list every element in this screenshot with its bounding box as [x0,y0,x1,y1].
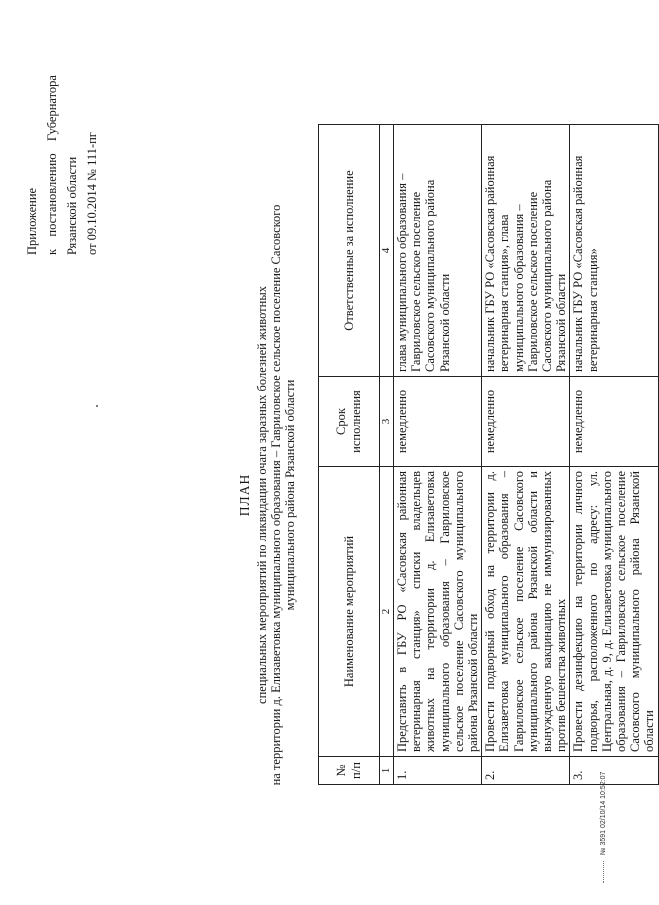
scan-speck [96,405,98,407]
subtitle-line: специальных мероприятий по ликвидации очага заразных болезней животных [255,286,269,704]
row-measure: Провести подворный обход на территории д. Елизаветовка муниципального образования – Гавриловское сельское поселение Сасовского муниципального района Рязанской области и вынужденную вакцинацию не иммунизированных против бешенства животных [482,467,570,757]
subtitle-line: муниципального района Рязанской области [283,379,297,611]
row-responsible: глава муниципального образования – Гавриловское сельское поселение Сасовского муниципального района Рязанской области [394,125,482,377]
row-term: немедленно [570,377,658,467]
table-header-row [319,125,380,785]
appendix-label: Приложение [25,187,39,255]
row-responsible: начальник ГБУ РО «Сасовская районная ветеринарная станция» [570,125,658,377]
appendix-date-number: от 09.10.2014 № 111-пг [85,132,99,255]
stamp-mark-icon [603,861,604,883]
document-title: ПЛАН [237,473,252,517]
registration-stamp: № 3591 02/10/14 10:52:07 [600,772,607,883]
appendix-resolution-line: к постановлению Губернатора [45,75,59,255]
column-number: 2 [380,467,394,757]
header-num: № п/п [319,757,380,785]
row-num: 2. [482,757,570,785]
column-number: 3 [380,377,394,467]
header-name: Наименование мероприятий [319,467,380,757]
plan-table [318,124,659,785]
appendix-region: Рязанской области [65,156,79,255]
document-subtitle [255,195,297,795]
row-term: немедленно [482,377,570,467]
column-number-row [380,125,394,785]
row-num: 3. [570,757,658,785]
header-responsible: Ответственные за исполнение [319,125,380,377]
column-number: 1 [380,757,394,785]
table-row [482,125,570,785]
column-number: 4 [380,125,394,377]
appendix-block [22,75,102,255]
row-measure: Провести дезинфекцию на территории личного подворья, расположенного по адресу: ул. Центральная, д. 9, д. Елизаветовка муниципального образования – Гавриловское сельское поселение Сасовского муниципального района Рязанской области [570,467,658,757]
row-num: 1. [394,757,482,785]
header-term: Срок исполнения [319,377,380,467]
row-term: немедленно [394,377,482,467]
table-row [570,125,658,785]
table-row [394,125,482,785]
row-responsible: начальник ГБУ РО «Сасовская районная ветеринарная станция», глава муниципального образования – Гавриловское сельское поселение Сасовского муниципального района Рязанской области [482,125,570,377]
row-measure: Представить в ГБУ РО «Сасовская районная ветеринарная станция» списки владельцев животных на территории д. Елизаветовка муниципального образования – Гавриловское сельское поселение Сасовского муниципального района Рязанской области [394,467,482,757]
subtitle-line: на территории д. Елизаветовка муниципального образования – Гавриловское сельское поселение Сасовского [269,204,283,786]
